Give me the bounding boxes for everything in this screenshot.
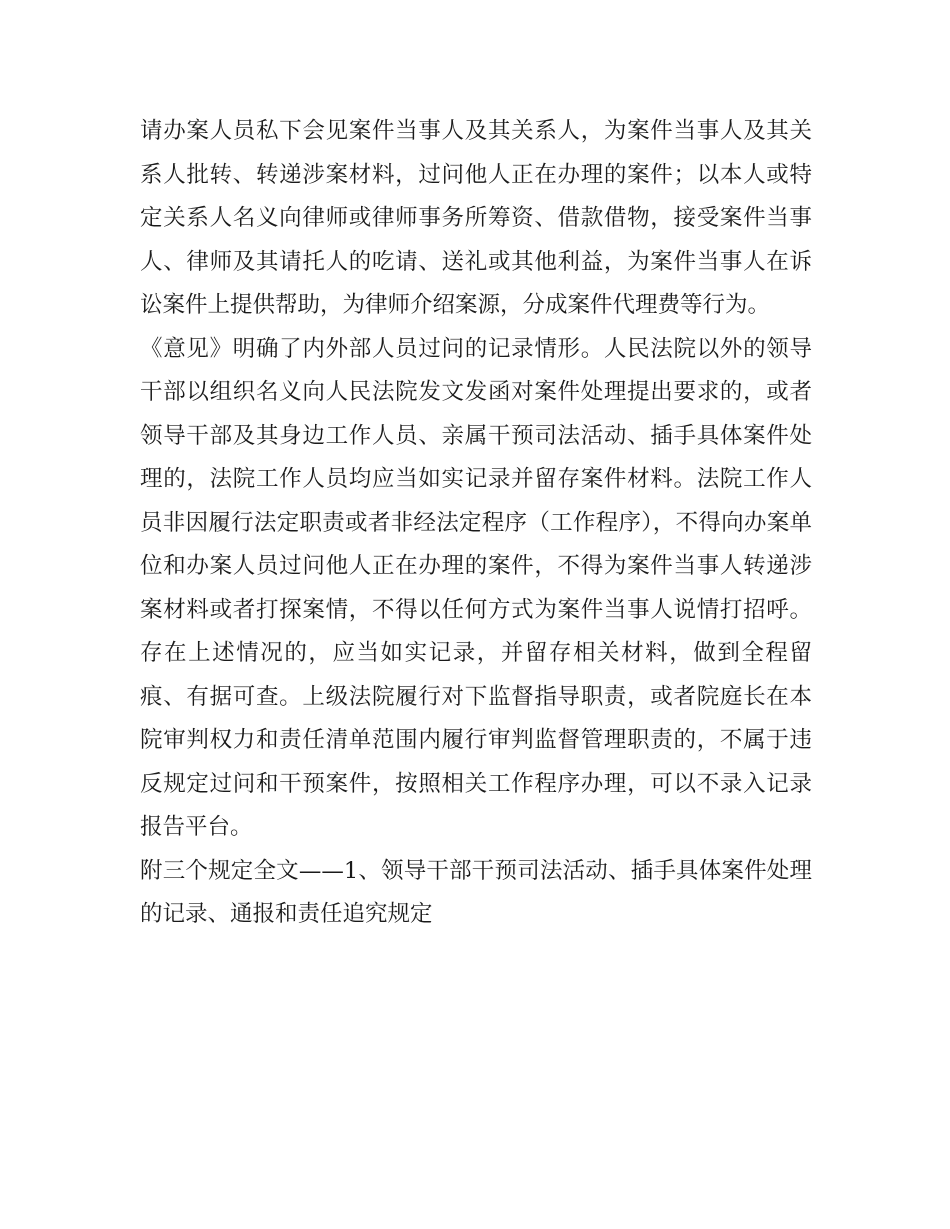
document-body <box>140 110 812 937</box>
paragraph-1: 请办案人员私下会见案件当事人及其关系人，为案件当事人及其关系人批转、转递涉案材料，过问他人正在办理的案件；以本人或特定关系人名义向律师或律师事务所筹资、借款借物，接受案件当事人、律师及其请托人的吃请、送礼或其他利益，为案件当事人在诉讼案件上提供帮助，为律师介绍案源，分成案件代理费等行为。 <box>140 118 812 318</box>
paragraph-3: 附三个规定全文——1、领导干部干预司法活动、插手具体案件处理的记录、通报和责任追究规定 <box>140 857 812 927</box>
paragraph-2: 《意见》明确了内外部人员过问的记录情形。人民法院以外的领导干部以组织名义向人民法院发文发函对案件处理提出要求的，或者领导干部及其身边工作人员、亲属干预司法活动、插手具体案件处理的，法院工作人员均应当如实记录并留存案件材料。法院工作人员非因履行法定职责或者非经法定程序（工作程序），不得向办案单位和办案人员过问他人正在办理的案件，不得为案件当事人转递涉案材料或者打探案情，不得以任何方式为案件当事人说情打招呼。存在上述情况的，应当如实记录，并留存相关材料，做到全程留痕、有据可查。上级法院履行对下监督指导职责，或者院庭长在本院审判权力和责任清单范围内履行审判监督管理职责的，不属于违反规定过问和干预案件，按照相关工作程序办理，可以不录入记录报告平台。 <box>140 335 812 840</box>
